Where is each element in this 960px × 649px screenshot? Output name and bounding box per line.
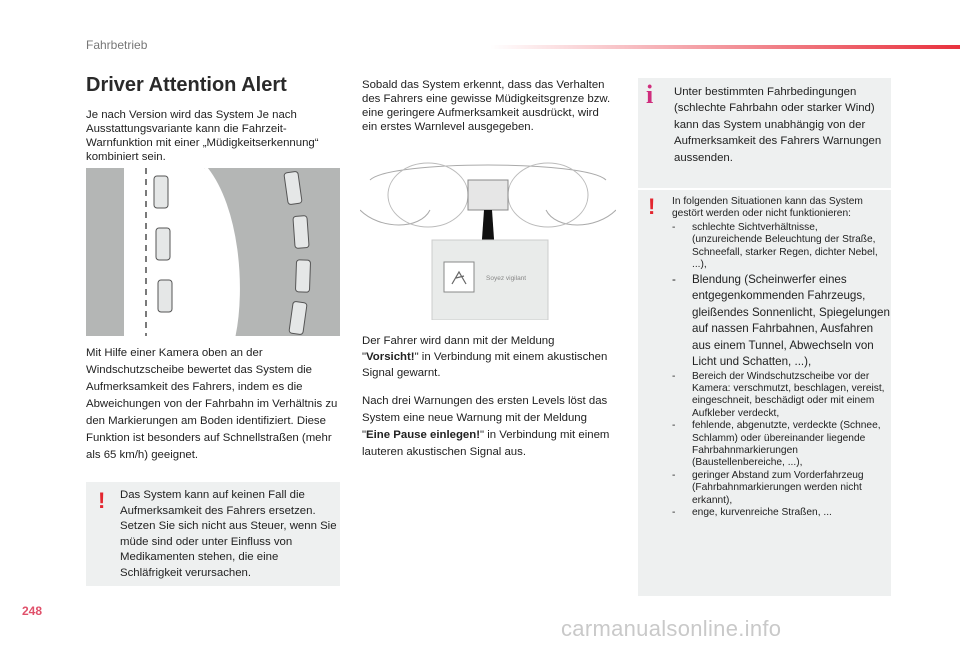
watermark: carmanualsonline.info	[561, 616, 782, 641]
page-number: 248	[22, 604, 43, 618]
info-box	[638, 78, 891, 188]
road-graphic	[86, 168, 340, 336]
lane-departure-illustration	[86, 168, 340, 336]
warning-box-conditions	[638, 190, 891, 596]
list-item: - Blendung (Scheinwerfer eines entgegenkommenden Fahrzeugs, gleißendes Sonnenlicht, Spiegelungen auf nassen Fahrbahnen, Ausfahren aus einem Tunnel, Abwechseln von Licht und Schatten, ...),	[672, 272, 890, 371]
instrument-cluster-graphic	[360, 150, 616, 320]
list-item: - Bereich der Windschutzscheibe vor der Kamera: verschmutzt, beschlagen, vereist, eingeschneit, beschädigt oder mit einem Aufkleber verdeckt,	[672, 371, 890, 421]
display-message-text: Soyez vigilant	[486, 275, 527, 282]
info-icon: i	[646, 80, 654, 109]
info-text: Unter bestimmten Fahrbedingungen (schlechte Fahrbahn oder starker Wind) kann das System unabhängig von der Aufmerksamkeit des Fahrers Warnungen aussenden.	[674, 86, 882, 164]
intro-paragraph: Je nach Version wird das System Je nach Ausstattungsvariante kann die Fahrzeit-Warnfunktion mit einer „Müdigkeitserkennung“ kombiniert sein.	[86, 109, 319, 163]
list-item: - schlechte Sichtverhältnisse, (unzureichende Beleuchtung der Straße, Schneefall, starker Regen, dichter Nebel, ...),	[672, 222, 890, 272]
camera-paragraph: Mit Hilfe einer Kamera oben an der Windschutzscheibe bewertet das System die Aufmerksamkeit des Fahrers, indem es die Abweichungen von der Fahrbahn im Verhältnis zu den Markierungen am Boden identifiziert. Diese Funktion ist besonders auf Schnellstraßen (mehr als 65 km/h) geeignet.	[86, 347, 338, 461]
warning-exclamation-icon: !	[98, 488, 106, 513]
list-item: - geringer Abstand zum Vorderfahrzeug (Fahrbahnmarkierungen werden nicht erkannt),	[672, 470, 890, 507]
warning-exclamation-icon: !	[648, 194, 656, 219]
header-accent-bar	[490, 45, 960, 49]
section-header: Fahrbetrieb	[86, 38, 148, 52]
first-warning-paragraph: Der Fahrer wird dann mit der Meldung "Vorsicht!" in Verbindung mit einem akustischen Signal gewarnt.	[362, 335, 608, 379]
page-title: Driver Attention Alert	[86, 74, 287, 96]
warning-text: Das System kann auf keinen Fall die Aufmerksamkeit des Fahrers ersetzen. Setzen Sie sich nicht aus Steuer, wenn Sie müde sind oder unter Einfluss von Medikamenten stehen, die eine Schläfrigkeit verursachen.	[120, 489, 337, 579]
list-item: - fehlende, abgenutzte, verdeckte (Schnee, Schlamm) oder übereinander liegende Fahrbahnmarkierungen (Baustellenbereiche, ...),	[672, 420, 890, 470]
second-warning-paragraph: Nach drei Warnungen des ersten Levels löst das System eine neue Warnung mit der Meldung "Eine Pause einlegen!" in Verbindung mit einem lauteren akustischen Signal aus.	[362, 395, 610, 458]
conditions-list	[672, 222, 890, 520]
warning-box-attention	[86, 482, 340, 586]
detection-paragraph: Sobald das System erkennt, dass das Verhalten des Fahrers eine gewisse Müdigkeitsgrenze bzw. eine geringere Aufmerksamkeit ausdrückt, wird ein erstes Warnlevel ausgegeben.	[362, 79, 611, 133]
conditions-intro: In folgenden Situationen kann das System gestört werden oder nicht funktionieren:	[672, 196, 863, 220]
dashboard-illustration	[360, 150, 616, 320]
list-item: - enge, kurvenreiche Straßen, ...	[672, 507, 890, 519]
